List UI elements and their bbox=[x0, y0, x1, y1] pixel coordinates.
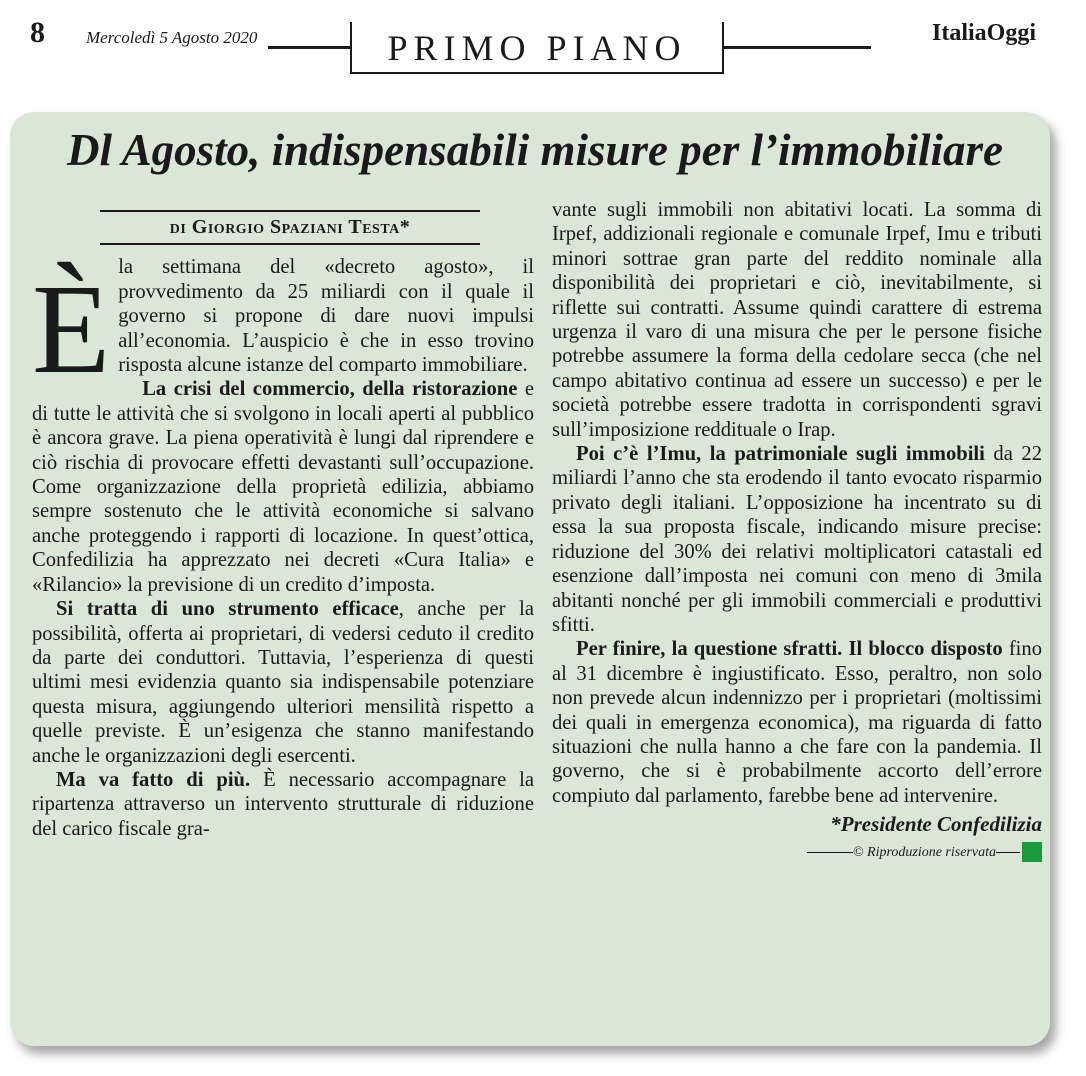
masthead-logo: ItaliaOggi bbox=[931, 20, 1036, 46]
paragraph-5: vante sugli immobili non abitativi locati. La somma di Irpef, addizionali regionale e comunale Irpef, Imu e tributi minori sottrae gran parte del reddito nominale alla disponibilità dei proprietari e ciò, inevitabilmente, si riflette sui contratti. Assume quindi carattere di estrema urgenza il varo di una misura che per le persone fisiche potrebbe assumere la forma della cedolare secca (che nel campo abitativo continua ad essere un successo) e per le società potrebbe essere tradotta in corrispondenti sgravi sull’imposizione reddituale o Irap. bbox=[552, 199, 1042, 441]
author-signature: *Presidente Confedilizia bbox=[830, 812, 1042, 837]
article-headline: Dl Agosto, indispensabili misure per l’immobiliare bbox=[67, 125, 1003, 175]
paragraph-3-text: , anche per la possibilità, offerta ai proprietari, di vedersi ceduto il credito da parte dei conduttori. Tuttavia, l’esperienza di questi ultimi mesi evidenzia quanto sia indispensabile potenziare questa misura, aggiungendo ulteriori mensilità rispetto a quelle previste. È un’esigenza che stanno manifestando anche le organizzazioni degli esercenti. bbox=[32, 598, 534, 767]
paragraph-4-lead: Ma va fatto di più. bbox=[56, 768, 251, 791]
article-column-right bbox=[552, 198, 1042, 865]
paragraph-7-lead: Per finire, la questione sfratti. Il blocco disposto bbox=[576, 638, 1003, 661]
rights-text: © Riproduzione riservata bbox=[852, 844, 996, 860]
issue-date: Mercoledì 5 Agosto 2020 bbox=[86, 28, 258, 47]
paragraph-2-lead: La crisi del commercio, della ristorazione bbox=[142, 378, 518, 401]
paragraph-7-text: fino al 31 dicembre è ingiustificato. Esso, peraltro, non solo non prevede alcun indennizzo per i proprietari (moltissimi dei quali in emergenza economica), ma riguarda di fatto situazioni che nulla hanno a che fare con la pandemia. Il governo, che si è probabilmente accorto dell’errore compiuto dal parlamento, farebbe bene ad intervenire. bbox=[552, 638, 1042, 807]
section-title: PRIMO PIANO bbox=[350, 22, 724, 74]
header-rule-right bbox=[716, 46, 871, 49]
paragraph-3-lead: Si tratta di uno strumento efficace bbox=[56, 598, 399, 621]
paragraph-4-text: È necessario accompagnare la ripartenza attraverso un intervento strutturale di riduzione del carico fiscale gra- bbox=[32, 768, 534, 840]
header-rule-left bbox=[268, 46, 354, 49]
paragraph-7 bbox=[552, 637, 1042, 808]
page-number: 8 bbox=[30, 16, 45, 49]
paragraph-2-text: e di tutte le attività che si svolgono in locali aperti al pubblico è ancora grave. La piena operatività è lungi dal riprendere e ciò rischia di provocare effetti devastanti sull’occupazione. Come organizzazione della proprietà edilizia, abbiamo sempre sostenuto che le attività economiche si salvano anche proteggendo i rapporti di locazione. In quest’ottica, Confedilizia ha apprezzato nei decreti «Cura Italia» e «Rilancio» la previsione di un credito d’imposta. bbox=[32, 378, 534, 596]
end-square-icon bbox=[1022, 842, 1042, 862]
paragraph-2 bbox=[32, 377, 534, 597]
page-header bbox=[0, 0, 1086, 80]
rights-line bbox=[807, 852, 853, 853]
paragraph-3 bbox=[32, 597, 534, 768]
drop-cap: È bbox=[32, 258, 111, 401]
rights-line-end bbox=[996, 852, 1020, 853]
paragraph-4 bbox=[32, 768, 534, 841]
article-column-left bbox=[32, 194, 534, 841]
article-byline: di Giorgio Spaziani Testa* bbox=[100, 210, 480, 245]
paragraph-6-lead: Poi c’è l’Imu, la patrimoniale sugli immobili bbox=[576, 443, 985, 466]
paragraph-1-text: la settimana del «decreto agosto», il provvedimento da 25 miliardi con il quale il governo si propone di dare nuovi impulsi all’economia. L’auspicio è che in esso trovino risposta alcune istanze del comparto immobiliare. bbox=[118, 256, 534, 377]
paragraph-6 bbox=[552, 442, 1042, 637]
copyright-notice bbox=[552, 841, 1042, 865]
article-panel bbox=[10, 112, 1050, 1046]
paragraph-6-text: da 22 miliardi l’anno che sta erodendo il tanto evocato risparmio privato degli italiani. L’opposizione ha incentrato su di essa la sua proposta fiscale, indicando misure precise: riduzione del 30% dei relativi moltiplicatori catastali ed esenzione dall’imposta nei comuni con meno di 3mila abitanti nonché per gli immobili commerciali e produttivi sfitti. bbox=[552, 443, 1043, 636]
